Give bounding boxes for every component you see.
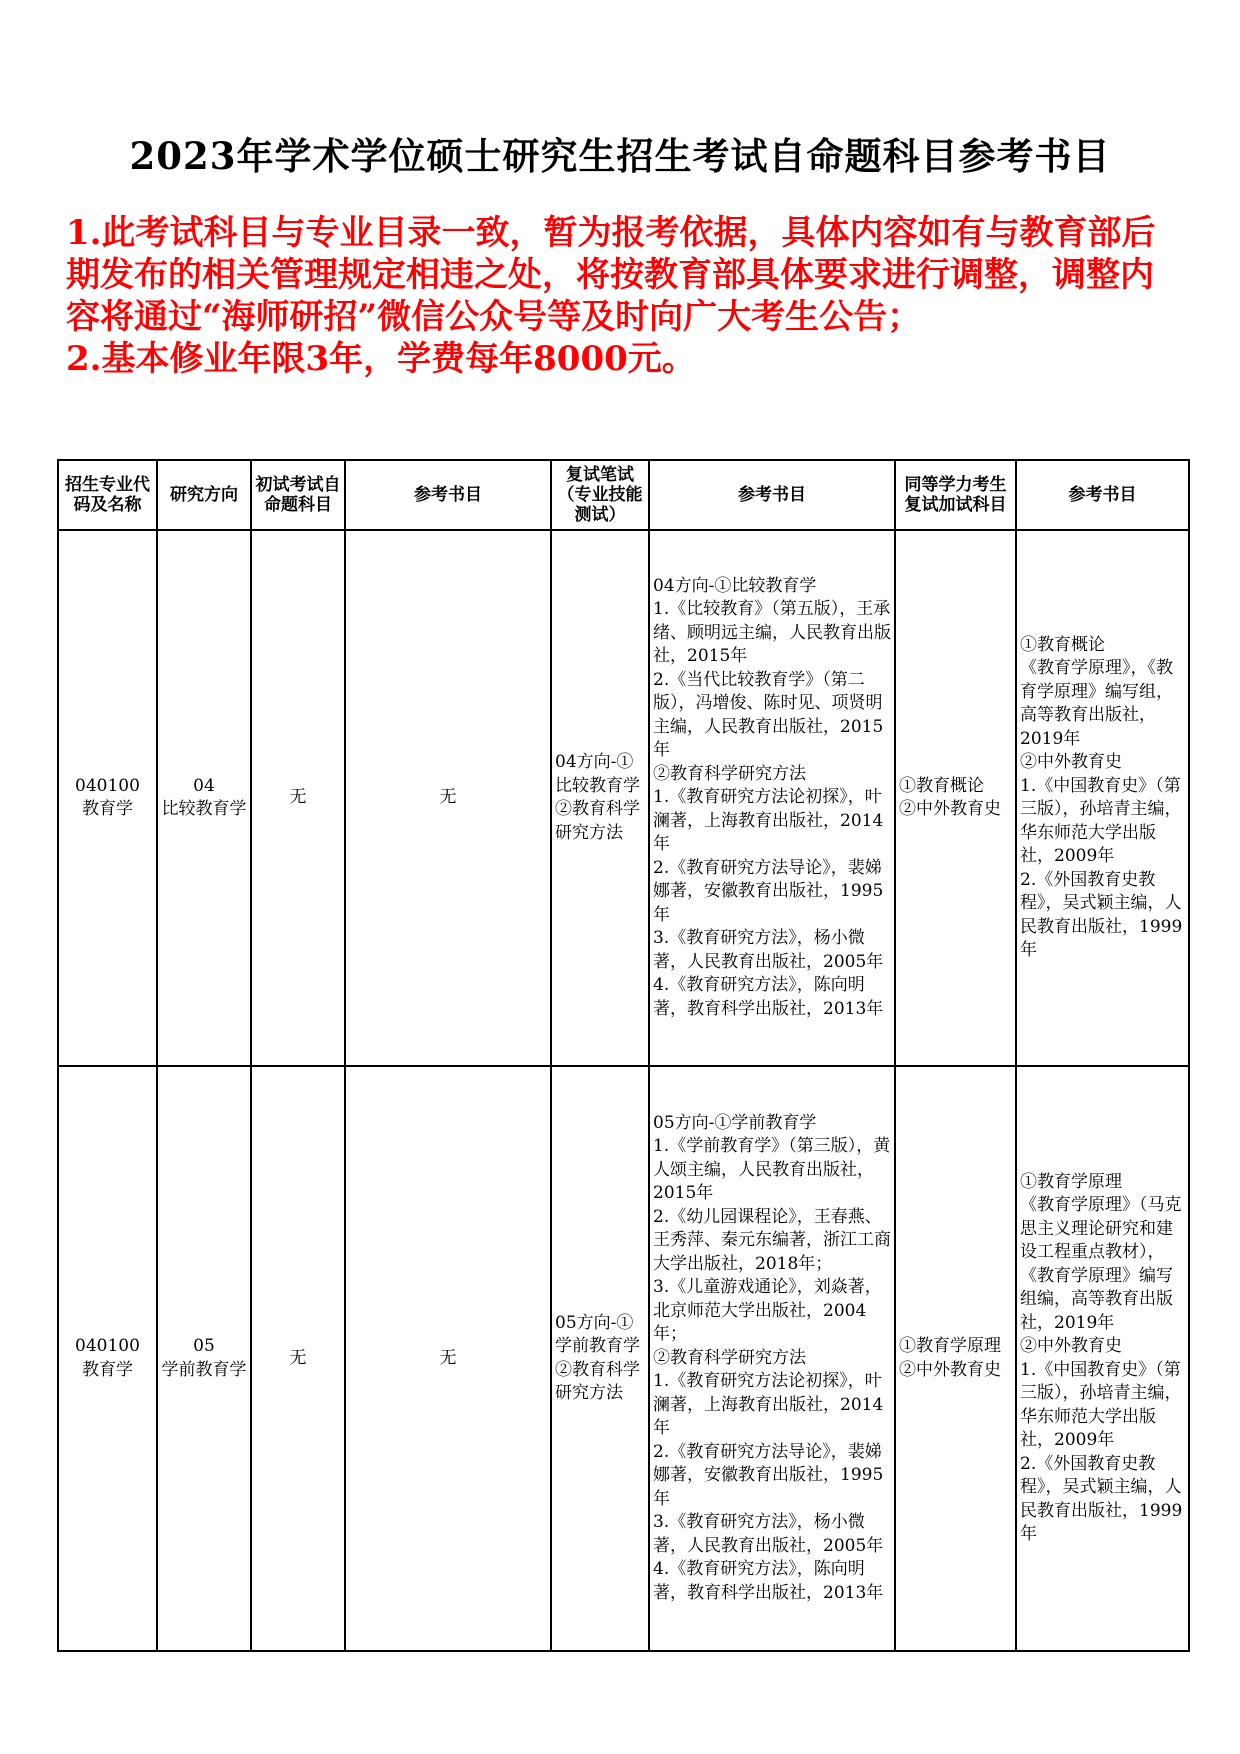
book-line: 1.《比较教育》（第五版），王承绪、顾明远主编，人民教育出版社，2015年 bbox=[653, 599, 891, 667]
table-row bbox=[58, 1066, 1189, 1651]
book-line: 2.《教育研究方法导论》，裴娣娜著，安徽教育出版社，1995年 bbox=[653, 1441, 884, 1509]
cell-initial-subject: 无 bbox=[251, 1066, 345, 1651]
cell-retest-books bbox=[649, 1066, 895, 1651]
book-line: 《教育学原理》，《教育学原理》编写组，高等教育出版社，2019年 bbox=[1020, 658, 1173, 749]
cell-extra-subjects bbox=[895, 530, 1016, 1066]
cell-direction bbox=[157, 1066, 251, 1651]
cell-retest bbox=[551, 530, 649, 1066]
book-line: 《教育学原理》（马克思主义理论研究和建设工程重点教材），《教育学原理》编写组编，高等教育出版社，2019年 bbox=[1020, 1195, 1182, 1333]
book-line: ②中外教育史 bbox=[1020, 752, 1122, 772]
book-line: 1.《教育研究方法论初探》，叶澜著，上海教育出版社，2014年 bbox=[653, 787, 884, 855]
header-extra-subjects: 同等学力考生复试加试科目 bbox=[895, 460, 1016, 530]
notice-item: 2.基本修业年限3年，学费每年8000元。 bbox=[66, 339, 696, 379]
reference-books-table bbox=[57, 459, 1190, 1652]
book-line: ②中外教育史 bbox=[1020, 1336, 1122, 1356]
book-line: 2.《幼儿园课程论》，王春燕、王秀萍、秦元东编著，浙江工商大学出版社，2018年； bbox=[653, 1206, 891, 1274]
retest-item: 05方向-①学前教育学 bbox=[555, 1312, 640, 1356]
header-extra-books: 参考书目 bbox=[1016, 460, 1189, 530]
retest-item: 04方向-①比较教育学 bbox=[555, 752, 640, 796]
book-line: 4.《教育研究方法》，陈向明著，教育科学出版社，2013年 bbox=[653, 1559, 884, 1603]
extra-subject: ②中外教育史 bbox=[899, 1359, 1001, 1380]
header-initial-subject: 初试考试自命题科目 bbox=[251, 460, 345, 530]
book-line: ②教育科学研究方法 bbox=[653, 1347, 806, 1368]
book-line: 1.《教育研究方法论初探》，叶澜著，上海教育出版社，2014年 bbox=[653, 1371, 884, 1439]
extra-subject: ①教育学原理 bbox=[899, 1336, 1001, 1356]
header-retest: 复试笔试（专业技能测试） bbox=[551, 460, 649, 530]
cell-initial-subject: 无 bbox=[251, 530, 345, 1066]
book-line: 1.《学前教育学》（第三版），黄人颂主编，人民教育出版社，2015年 bbox=[653, 1136, 891, 1204]
cell-extra-books bbox=[1016, 530, 1189, 1066]
table-row bbox=[58, 530, 1189, 1066]
table-header-row bbox=[58, 460, 1189, 530]
page-title: 2023年学术学位硕士研究生招生考试自命题科目参考书目 bbox=[129, 134, 1111, 178]
book-line: 1.《中国教育史》（第三版），孙培青主编，华东师范大学出版社，2009年 bbox=[1020, 1359, 1182, 1450]
book-line: 05方向-①学前教育学 bbox=[653, 1112, 817, 1133]
book-line: 1.《中国教育史》（第三版），孙培青主编，华东师范大学出版社，2009年 bbox=[1020, 775, 1182, 866]
book-line: 4.《教育研究方法》，陈向明著，教育科学出版社，2013年 bbox=[653, 975, 884, 1019]
notice-item: 1.此考试科目与专业目录一致，暂为报考依据，具体内容如有与教育部后期发布的相关管理规定相违之处，将按教育部具体要求进行调整，调整内容将通过“海师研招”微信公众号等及时向广大考生公告； bbox=[66, 213, 1156, 337]
header-initial-books: 参考书目 bbox=[345, 460, 551, 530]
major-name: 教育学 bbox=[82, 799, 133, 819]
book-line: 04方向-①比较教育学 bbox=[653, 575, 817, 596]
book-line: 3.《教育研究方法》，杨小微著，人民教育出版社，2005年 bbox=[653, 928, 884, 972]
header-major: 招生专业代码及名称 bbox=[58, 460, 157, 530]
notice-block bbox=[66, 212, 1186, 380]
book-line: 2.《外国教育史教程》，吴式颖主编，人民教育出版社，1999年 bbox=[1020, 1453, 1183, 1544]
book-line: 2.《当代比较教育学》（第二版），冯增俊、陈时见、项贤明主编，人民教育出版社，2015年 bbox=[653, 669, 884, 761]
direction-code: 04 bbox=[193, 775, 215, 796]
retest-item: ②教育科学研究方法 bbox=[555, 1359, 640, 1403]
cell-initial-books: 无 bbox=[345, 1066, 551, 1651]
book-line: ②教育科学研究方法 bbox=[653, 763, 806, 784]
book-line: ①教育学原理 bbox=[1020, 1171, 1122, 1192]
cell-extra-books bbox=[1016, 1066, 1189, 1651]
major-code: 040100 bbox=[75, 775, 140, 796]
direction-name: 比较教育学 bbox=[161, 799, 247, 819]
direction-code: 05 bbox=[193, 1336, 215, 1356]
book-line: 2.《教育研究方法导论》，裴娣娜著，安徽教育出版社，1995年 bbox=[653, 857, 884, 925]
extra-subject: ②中外教育史 bbox=[899, 799, 1001, 819]
direction-name: 学前教育学 bbox=[161, 1359, 247, 1380]
retest-item: ②教育科学研究方法 bbox=[555, 799, 640, 843]
book-line: ①教育概论 bbox=[1020, 634, 1105, 655]
cell-direction bbox=[157, 530, 251, 1066]
cell-retest-books bbox=[649, 530, 895, 1066]
extra-subject: ①教育概论 bbox=[899, 775, 984, 796]
header-retest-books: 参考书目 bbox=[649, 460, 895, 530]
book-line: 3.《儿童游戏通论》，刘焱著，北京师范大学出版社，2004年； bbox=[653, 1277, 882, 1345]
header-direction: 研究方向 bbox=[157, 460, 251, 530]
cell-extra-subjects bbox=[895, 1066, 1016, 1651]
major-name: 教育学 bbox=[82, 1359, 133, 1380]
cell-major bbox=[58, 530, 157, 1066]
cell-retest bbox=[551, 1066, 649, 1651]
cell-initial-books: 无 bbox=[345, 530, 551, 1066]
cell-major bbox=[58, 1066, 157, 1651]
major-code: 040100 bbox=[75, 1336, 140, 1356]
book-line: 2.《外国教育史教程》，吴式颖主编，人民教育出版社，1999年 bbox=[1020, 869, 1183, 960]
book-line: 3.《教育研究方法》，杨小微著，人民教育出版社，2005年 bbox=[653, 1512, 884, 1556]
